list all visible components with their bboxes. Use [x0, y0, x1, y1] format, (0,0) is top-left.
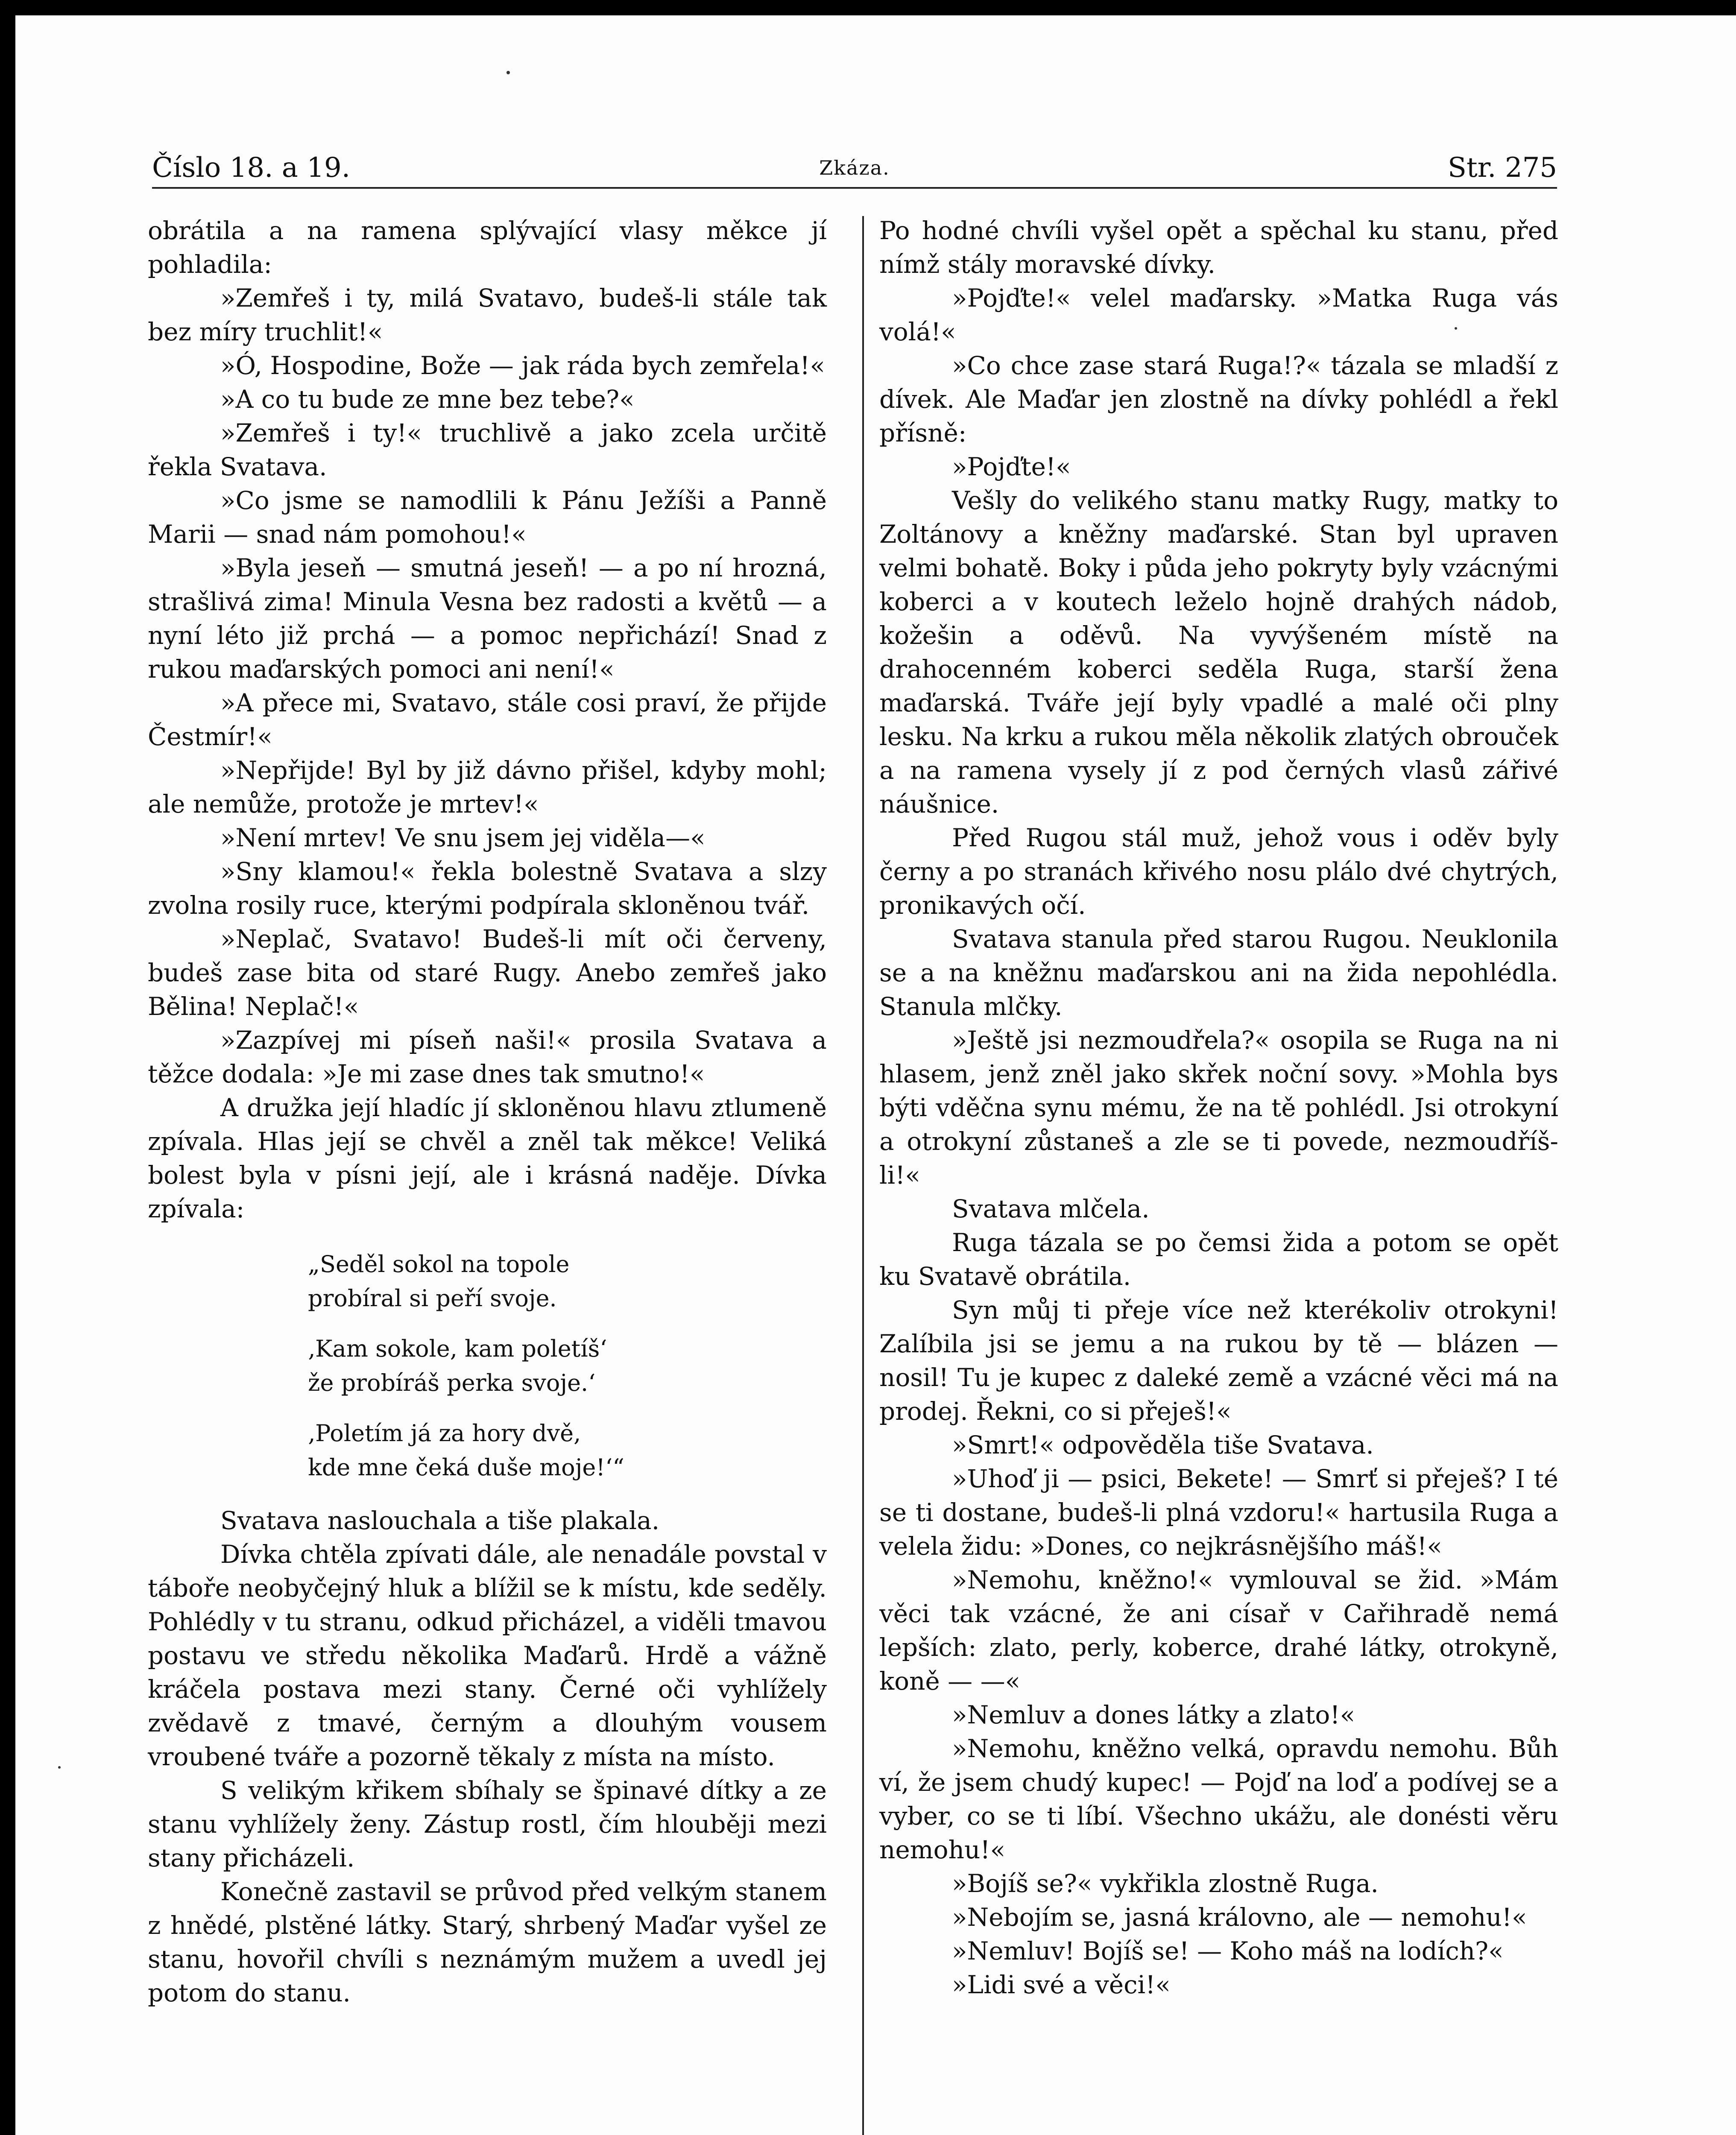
scan-speck	[1455, 327, 1457, 330]
paragraph: »Nemohu, kněžno velká, opravdu nemohu. Bůh ví, že jsem chudý kupec! — Pojď na loď a podívej se a vyber, co se ti líbí. Všechno ukážu, ale donésti věru nemohu!«	[879, 1734, 1558, 1864]
page-number: Str. 275	[1448, 152, 1557, 184]
paragraph: »Sny klamou!« řekla bolestně Svatava a slzy zvolna rosily ruce, kterými podpírala skloněnou tvář.	[148, 857, 827, 920]
left-column	[148, 214, 827, 2010]
paragraph: »Nemohu, kněžno!« vymlouval se žid. »Mám věci tak vzácné, že ani císař v Cařihradě nemá lepších: zlato, perly, koberce, drahé látky, otrokyně, koně — —«	[879, 1565, 1558, 1696]
running-header	[152, 143, 1557, 190]
paragraph: Svatava mlčela.	[952, 1194, 1150, 1223]
paragraph: »Lidi své a věci!«	[952, 1970, 1171, 1999]
paragraph: »Smrt!« odpověděla tiše Svatava.	[952, 1430, 1374, 1459]
paragraph: »Nebojím se, jasná královno, ale — nemohu!«	[952, 1903, 1527, 1932]
paragraph: Před Rugou stál muž, jehož vous i oděv byly černy a po stranách křivého nosu plálo dvé chytrých, pronikavých očí.	[879, 823, 1558, 920]
paragraph: »A co tu bude ze mne bez tebe?«	[220, 385, 635, 414]
paragraph: »Pojďte!«	[952, 452, 1071, 481]
paragraph: S velikým křikem sbíhaly se špinavé dítky a ze stanu vyhlížely ženy. Zástup rostl, čím hlouběji mezi stany přicházeli.	[148, 1776, 827, 1872]
verse-line: kde mne čeká duše moje!‘“	[308, 1454, 624, 1481]
paragraph: »Ještě jsi nezmoudřela?« osopila se Ruga na ni hlasem, jenž zněl jako skřek noční sovy. »Mohla bys býti vděčna synu mému, že na tě pohlédl. Jsi otrokyní a otrokyní zůstaneš a zle se ti povede, nezmoudříš-li!«	[879, 1026, 1558, 1190]
running-title: Zkáza.	[819, 156, 890, 179]
paragraph: Ruga tázala se po čemsi žida a potom se opět ku Svatavě obrátila.	[879, 1228, 1558, 1291]
paragraph: »Nepřijde! Byl by již dávno přišel, kdyby mohl; ale nemůže, protože je mrtev!«	[148, 756, 827, 819]
issue-number: Číslo 18. a 19.	[152, 152, 351, 184]
paragraph: »Není mrtev! Ve snu jsem jej viděla—«	[220, 823, 706, 852]
song-verse	[308, 1247, 827, 1485]
paragraph: »Co chce zase stará Ruga!?« tázala se mladší z dívek. Ale Maďar jen zlostně na dívky pohlédl a řekl přísně:	[879, 351, 1558, 447]
paragraph: »Pojďte!« velel maďarsky. »Matka Ruga vás volá!«	[879, 284, 1558, 346]
paragraph: »Ó, Hospodine, Bože — jak ráda bych zemřela!«	[220, 351, 825, 380]
paragraph: Dívka chtěla zpívati dále, ale nenadále povstal v táboře neobyčejný hluk a blížil se k místu, kde seděly. Pohlédly v tu stranu, odkud přicházel, a viděli tmavou postavu ve středu několika Maďarů. Hrdě a vážně kráčela postava mezi stany. Černé oči vyhlížely zvědavě z tmavé, černým a dlouhým vousem vroubené tváře a pozorně těkaly z místa na místo.	[148, 1540, 827, 1771]
verse-line: ‚Kam sokole, kam poletíš‘	[308, 1335, 607, 1362]
paragraph: »Uhoď ji — psici, Bekete! — Smrť si přeješ? I té se ti dostane, budeš-li plná vzdoru!« hartusila Ruga a velela židu: »Dones, co nejkrásnějšího máš!«	[879, 1464, 1558, 1561]
scan-speck	[506, 71, 510, 74]
paragraph: A družka její hladíc jí skloněnou hlavu ztlumeně zpívala. Hlas její se chvěl a zněl tak měkce! Veliká bolest byla v písni její, ale i krásná naděje. Dívka zpívala:	[148, 1093, 827, 1223]
verse-line: ‚Poletím já za hory dvě,	[308, 1420, 581, 1447]
paragraph: Po hodné chvíli vyšel opět a spěchal ku stanu, před nímž stály moravské dívky.	[879, 216, 1558, 279]
paragraph: Syn můj ti přeje více než kterékoliv otrokyni! Zalíbila jsi se jemu a na rukou by tě — blázen — nosil! Tu je kupec z daleké země a vzácné věci má na prodej. Řekni, co si přeješ!«	[879, 1296, 1558, 1426]
paragraph: »Nemluv! Bojíš se! — Koho máš na lodích?«	[952, 1936, 1504, 1965]
header-divider	[152, 187, 1557, 189]
right-column	[879, 214, 1558, 2002]
paragraph: Konečně zastavil se průvod před velkým stanem z hnědé, plstěné látky. Starý, shrbený Maďar vyšel ze stanu, hovořil chvíli s neznámým mužem a uvedl jej potom do stanu.	[148, 1877, 827, 2007]
paragraph: Svatava stanula před starou Rugou. Neuklonila se a na kněžnu maďarskou ani na žida nepohlédla. Stanula mlčky.	[879, 924, 1558, 1021]
paragraph: »Neplač, Svatavo! Budeš-li mít oči červeny, budeš zase bita od staré Rugy. Anebo zemřeš jako Bělina! Neplač!«	[148, 924, 827, 1021]
paragraph: Vešly do velikého stanu matky Rugy, matky to Zoltánovy a kněžny maďarské. Stan byl upraven velmi bohatě. Boky i půda jeho pokryty byly vzácnými koberci a v koutech leželo hojně drahých nádob, kožešin a oděvů. Na vyvýšeném místě na drahocenném koberci seděla Ruga, starší žena maďarská. Tváře její byly vpadlé a malé oči plny lesku. Na krku a rukou měla několik zlatých obrouček a na ramena vysely jí z pod černých vlasů zářivé náušnice.	[879, 486, 1558, 819]
verse-line: „Seděl sokol na topole	[308, 1251, 570, 1278]
paragraph: Svatava naslouchala a tiše plakala.	[220, 1506, 660, 1535]
scan-speck	[58, 1766, 61, 1769]
paragraph: »Byla jeseň — smutná jeseň! — a po ní hrozná, strašlivá zima! Minula Vesna bez radosti a květů — a nyní léto již prchá — a pomoc nepřichází! Snad z rukou maďarských pomoci ani není!«	[148, 553, 827, 684]
paragraph: »Zemřeš i ty, milá Svatavo, budeš-li stále tak bez míry truchlit!«	[148, 284, 827, 346]
stanza	[308, 1332, 827, 1400]
paragraph: »Nemluv a dones látky a zlato!«	[952, 1700, 1355, 1729]
verse-line: že probíráš perka svoje.‘	[308, 1369, 596, 1396]
verse-line: probíral si peří svoje.	[308, 1285, 557, 1312]
column-divider	[862, 216, 864, 2135]
paragraph: »Zazpívej mi píseň naši!« prosila Svatava a těžce dodala: »Je mi zase dnes tak smutno!«	[148, 1026, 827, 1088]
paragraph: »Co jsme se namodlili k Pánu Ježíši a Panně Marii — snad nám pomohou!«	[148, 486, 827, 549]
stanza	[308, 1416, 827, 1485]
stanza	[308, 1247, 827, 1316]
paragraph: »Zemřeš i ty!« truchlivě a jako zcela určitě řekla Svatava.	[148, 418, 827, 481]
paragraph: »Bojíš se?« vykřikla zlostně Ruga.	[952, 1869, 1379, 1898]
scanned-page	[15, 15, 1736, 2135]
paragraph: »A přece mi, Svatavo, stále cosi praví, že přijde Čestmír!«	[148, 688, 827, 751]
paragraph: obrátila a na ramena splývající vlasy měkce jí pohladila:	[148, 216, 827, 279]
